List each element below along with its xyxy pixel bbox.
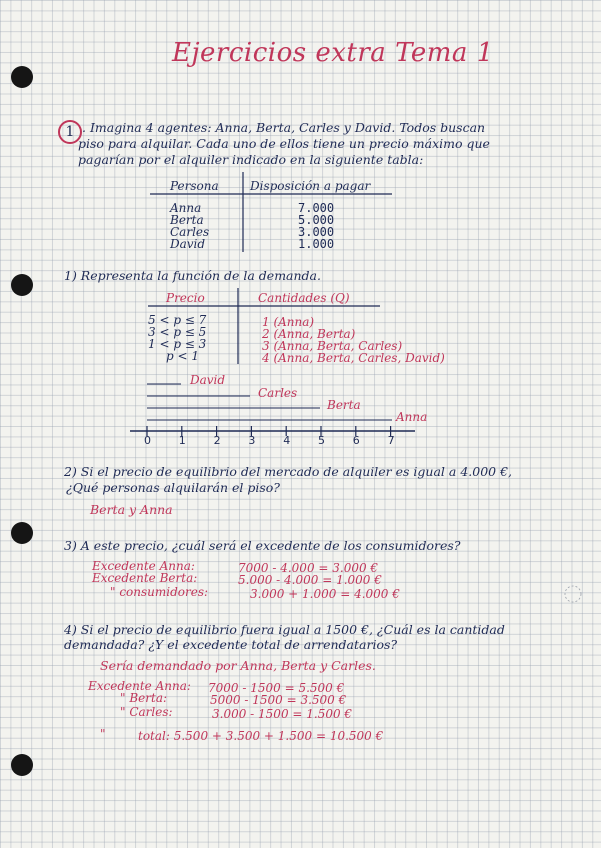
axis-tick-label: 1: [178, 434, 186, 447]
q2-answer: Berta y Anna: [90, 502, 173, 517]
question-2: 2) Si el precio de equilibrio del mercado de alquiler es igual a 4.000 €,: [64, 464, 513, 479]
table-value: 3.000: [298, 225, 335, 239]
table-name: David: [170, 237, 206, 251]
line-label-anna: Anna: [396, 410, 428, 424]
q4-label: Excedente Anna:: [88, 679, 191, 693]
q1-quantity: 1 (Anna): [262, 315, 315, 329]
q1-range: 1 < p ≤ 3: [148, 337, 207, 351]
q3-label: Excedente Berta:: [92, 571, 198, 585]
q3-calc: 7000 - 4.000 = 3.000 €: [238, 561, 379, 575]
q3-calc: 3.000 + 1.000 = 4.000 €: [250, 587, 400, 601]
question-1: 1) Representa la función de la demanda.: [64, 268, 321, 283]
exercise-number: 1: [58, 120, 82, 144]
q1-range: 3 < p ≤ 5: [148, 325, 207, 339]
q4-answer: Sería demandado por Anna, Berta y Carles.: [100, 658, 376, 673]
page-title: Ejercicios extra Tema 1: [172, 38, 494, 68]
statement-line: piso para alquilar. Cada uno de ellos tiene un precio máximo que: [78, 136, 490, 151]
axis-tick-label: 0: [144, 434, 151, 447]
axis-tick-label: 2: [213, 434, 221, 447]
line-label-david: David: [190, 373, 226, 387]
table-name: Carles: [170, 225, 210, 239]
table-value: 1.000: [298, 237, 335, 251]
q1-range: 5 < p ≤ 7: [148, 313, 207, 327]
line-label-carles: Carles: [258, 386, 298, 400]
q3-label: " consumidores:: [110, 585, 209, 599]
q1-header-cantidades: Cantidades (Q): [258, 291, 350, 305]
question-3: 3) A este precio, ¿cuál será el excedente de los consumidores?: [64, 538, 461, 553]
axis-tick-label: 6: [352, 434, 360, 447]
pencil-mark: [565, 586, 581, 602]
statement-line: pagarían por el alquiler indicado en la siguiente tabla:: [78, 152, 424, 167]
table-value: 7.000: [298, 201, 335, 215]
q1-quantity: 2 (Anna, Berta): [262, 327, 356, 341]
q3-label: Excedente Anna:: [92, 559, 195, 573]
axis-tick-label: 5: [318, 434, 325, 447]
q4-total-mark: ": [100, 727, 106, 741]
q4-calc: 5000 - 1500 = 3.500 €: [210, 693, 347, 707]
question-4: 4) Si el precio de equilibrio fuera igual a 1500 €, ¿Cuál es la cantidad: [64, 622, 505, 637]
q1-range: p < 1: [166, 349, 199, 363]
q1-quantity: 3 (Anna, Berta, Carles): [262, 339, 403, 353]
question-2: ¿Qué personas alquilarán el piso?: [66, 480, 280, 495]
q4-calc: 7000 - 1500 = 5.500 €: [208, 681, 345, 695]
question-4: demandada? ¿Y el excedente total de arrendatarios?: [64, 637, 398, 652]
q4-calc: 3.000 - 1500 = 1.500 €: [212, 707, 353, 721]
axis-tick-label: 3: [248, 434, 256, 447]
table-header-persona: Persona: [170, 179, 219, 193]
axis-tick-label: 7: [387, 434, 395, 447]
table-value: 5.000: [298, 213, 335, 227]
table-header-disposicion: Disposición a pagar: [250, 179, 371, 193]
q3-calc: 5.000 - 4.000 = 1.000 €: [238, 573, 382, 587]
q1-header-precio: Precio: [166, 291, 205, 305]
q4-total: total: 5.500 + 3.500 + 1.500 = 10.500 €: [138, 729, 384, 743]
table-name: Anna: [170, 201, 202, 215]
table-name: Berta: [170, 213, 204, 227]
q1-quantity: 4 (Anna, Berta, Carles, David): [262, 351, 445, 365]
line-label-berta: Berta: [327, 398, 361, 412]
q4-label: " Carles:: [120, 705, 173, 719]
axis-tick-label: 4: [283, 434, 291, 447]
q4-label: " Berta:: [120, 691, 168, 705]
statement-line: . Imagina 4 agentes: Anna, Berta, Carles y David. Todos buscan: [82, 120, 486, 135]
